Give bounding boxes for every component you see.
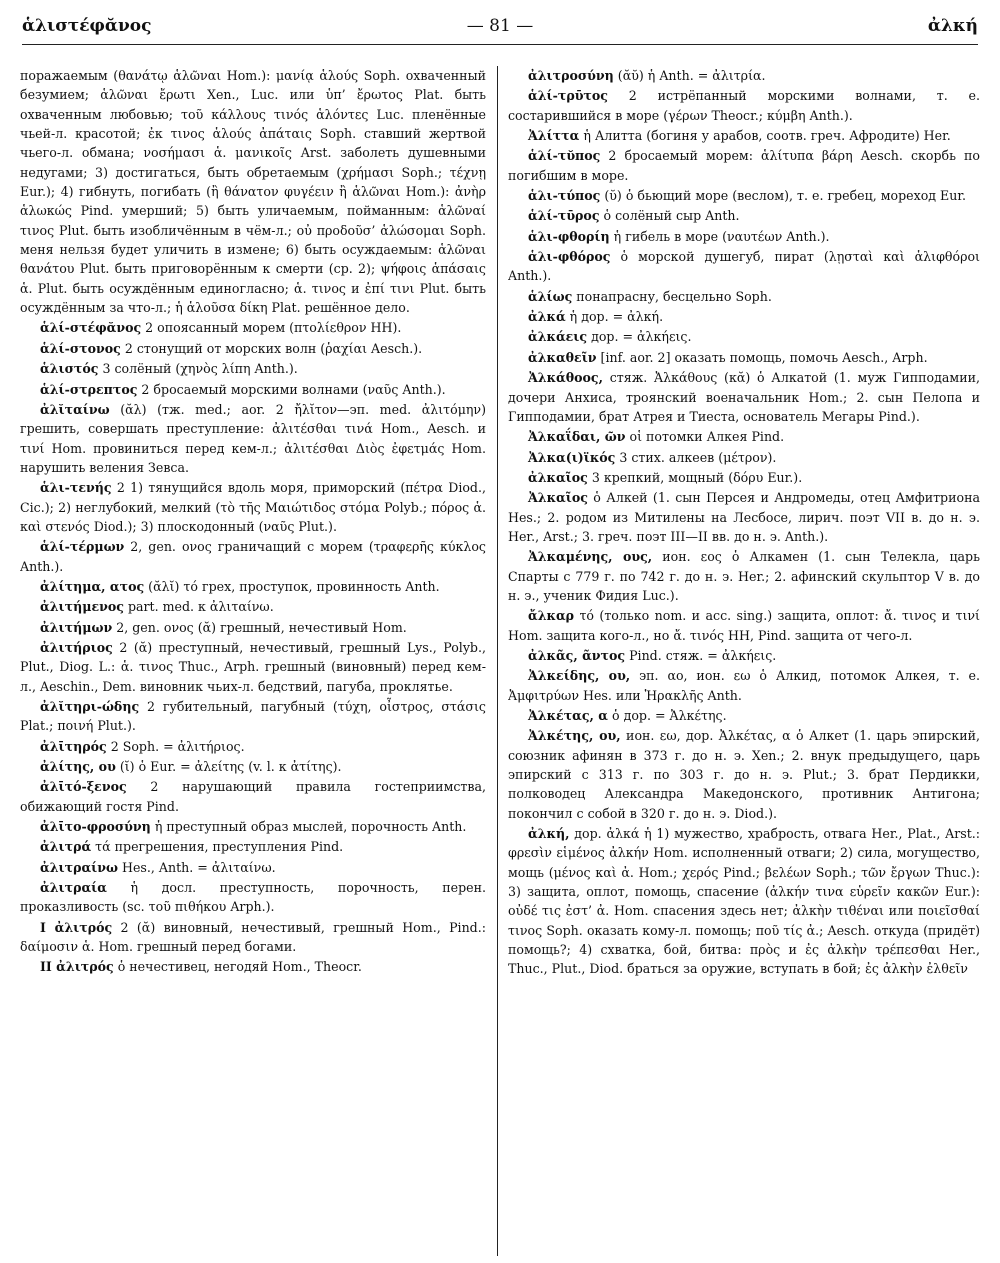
entry-headword: Ἀλκαΐδαι, ῶν [528,429,626,445]
entry-definition: Pind. стяж. = ἀλκήεις. [625,647,777,663]
dictionary-entry [20,66,486,317]
entry-definition: 2, gen. ονος (ᾰ) грешный, нечестивый Hom. [112,619,407,635]
entry-headword: ἁλί-στέφᾰνος [40,320,142,336]
entry-headword: ἁλί-τῠπος [528,148,601,164]
dictionary-entry [508,227,980,246]
dictionary-entry [20,618,486,637]
entry-definition: стяж. Ἀλκάθους (κᾰ) ὁ Алкатой (1. муж Гипподамии, дочери Анхиса, троянский военачальник Hom.; 2. сын Пелопа и Гипподамии, брат Атрея и Тиеста, основатель Мегары Pind.). [508,370,980,424]
dictionary-entry [508,726,980,823]
entry-definition: part. med. к ἀλιταίνω. [123,599,274,615]
entry-headword: ἀλιτραία [40,880,107,896]
entry-headword: ἁλί-τρῡτος [528,88,608,104]
entry-definition: 2 опоясанный морем (πτολίεθρον HH). [141,320,402,336]
entry-headword: ἀλκάεις [528,329,588,345]
entry-headword: ἁλι-τύπος [528,188,601,204]
entry-definition: τά прегрешения, преступления Pind. [91,839,344,855]
entry-definition: ион. εω, дор. Ἀλκέτας, α ὁ Алкет (1. царь эпирский, союзник афинян в 373 г. до н. э. Xen.; 2. внук предыдущего, царь эпирский с 313 г. по 303 г. до н. э. Plut.; 3. брат Пердикки, полководец Александра Македонского, противник Антигона; покончил с собой в 320 г. до н. э. Diod.). [508,728,980,821]
entry-definition: дор. = ἀλκήεις. [587,329,692,345]
entry-definition: ἡ преступный образ мыслей, порочность Anth. [150,819,467,835]
dictionary-entry [508,666,980,705]
dictionary-entry [20,918,486,957]
entry-definition: οἱ потомки Алкея Pind. [625,429,785,445]
entry-headword: ἀλίτης, ου [40,759,116,775]
entry-headword: ἀλιτραίνω [40,859,118,875]
entry-headword: ἀλιτήριος [40,639,113,655]
entry-headword: ἀλιτήμενος [40,599,124,615]
entry-headword: ἀλκά [528,309,566,325]
dictionary-entry [20,478,486,536]
entry-headword: ἀλῑτό-ξενος [40,779,127,795]
dictionary-entry [508,287,980,306]
page-number: — 81 — [466,16,534,36]
entry-definition: 2 губительный, пагубный (τύχη, οἶστρος, στάσις Plat.; ποινή Plut.). [20,699,486,734]
dictionary-entry [508,186,980,205]
right-column [508,66,980,1256]
entry-headword: ἀλκή, [528,826,570,842]
entry-definition: ὁ морской душегуб, пират (λῃσταὶ καὶ ἁλιφθόροι Anth.). [508,249,980,284]
dictionary-entry [20,737,486,756]
entry-headword: ἁλί-τῡρος [528,208,600,224]
entry-headword: ἁλί-στονος [40,340,121,356]
entry-definition: 2, gen. ονος граничащий с морем (τραφερῆς κύκλος Anth.). [20,539,486,574]
dictionary-entry [20,858,486,877]
entry-definition: 3 стих. алкеев (μέτρον). [615,449,777,465]
entry-definition: Hes., Anth. = ἀλιταίνω. [117,859,276,875]
dictionary-entry [508,824,980,979]
entry-definition: 2 бросаемый морскими волнами (ναῦς Anth.). [137,381,446,397]
entry-definition: 2 истрёпанный морскими волнами, т. е. состарившийся в море (γέρων Theocr.; κύμβη Anth.). [508,88,980,123]
entry-headword: ἀλῐταίνω [40,401,110,417]
dictionary-entry [508,488,980,546]
dictionary-entry [508,646,980,665]
dictionary-entry [20,697,486,736]
dictionary-entry [508,146,980,185]
dictionary-entry [508,247,980,286]
entry-headword: I ἀλιτρός [40,919,113,935]
entry-headword: ἀλκᾶς, ᾶντος [528,647,626,663]
entry-definition: 2 1) тянущийся вдоль моря, приморский (πέτρα Diod., Cic.); 2) неглубокий, мелкий (τὸ τῆς Μαιώτιδος στόμα Polyb.; πόρος ἁ. καὶ στενός Diod.); 3) плоскодонный (ναῦς Plut.). [20,480,486,534]
header-right-headword: ἀλκή [927,16,978,36]
entry-headword: ἀλιτρά [40,839,92,855]
entry-definition: понапрасну, бесцельно Soph. [572,288,772,304]
entry-headword: Ἀλκαμένης, ους, [528,549,653,565]
entry-definition: 2 Soph. = ἀλιτήριος. [106,738,245,754]
dictionary-entry [508,86,980,125]
entry-headword: ἀλῑτο-φροσύνη [40,819,151,835]
entry-headword: ἀλιτροσύνη [528,68,614,83]
entry-definition: ὁ нечестивец, негодяй Hom., Theocr. [113,959,362,975]
entry-headword: ἀλκαθεῖν [528,349,597,365]
entry-headword: ἁλι-φθόρος [528,249,611,265]
entry-definition: ὁ дор. = Ἀλκέτης. [608,708,727,723]
dictionary-entry [508,206,980,225]
dictionary-entry [20,777,486,816]
dictionary-entry [508,327,980,346]
dictionary-entry [20,339,486,358]
entry-headword: Ἀλκάθοος, [528,370,603,386]
dictionary-entry [508,368,980,426]
dictionary-entry [508,427,980,446]
entry-headword: Ἀλίττα [528,128,580,144]
entry-definition: ἡ Алитта (богиня у арабов, соотв. греч. Афродите) Her. [579,128,951,144]
page-header [22,14,978,45]
entry-headword: Ἀλκέτας, α [528,708,608,723]
header-left-headword: ἁλιστέφᾰνος [22,16,152,36]
entry-definition: (ᾰῠ) ἡ Anth. = ἀλιτρία. [613,68,766,83]
entry-headword: ἀλκαῖος [528,469,588,485]
entry-definition: ἡ дор. = ἀλκή. [565,309,664,325]
dictionary-entry [508,547,980,605]
dictionary-entry [20,597,486,616]
entry-definition: 2 (ᾰ) виновный, нечестивый, грешный Hom., Pind.: δαίμοσιν ἁ. Hom. грешный перед богами. [20,919,486,955]
dictionary-entry [508,606,980,645]
entry-headword: ἁλι-τενής [40,480,112,496]
entry-definition: ἡ гибель в море (ναυτέων Anth.). [609,228,830,244]
dictionary-entry [20,400,486,477]
entry-headword: ἀλιτήμων [40,619,113,635]
entry-definition: 3 крепкий, мощный (δόρυ Eur.). [587,469,803,485]
left-column [20,66,486,1256]
entry-headword: ἁλι-φθορίη [528,228,610,244]
dictionary-entry [20,380,486,399]
entry-headword: II ἀλιτρός [40,959,114,975]
entry-definition: (ῠ) ὁ бьющий море (веслом), т. е. гребец, мореход Eur. [600,188,966,204]
dictionary-entry [508,348,980,367]
entry-headword: Ἀλκέτης, ου, [528,728,621,744]
dictionary-entry [508,66,980,85]
dictionary-entry [508,307,980,326]
dictionary-entry [508,448,980,467]
entry-definition: ὁ Алкей (1. сын Персея и Андромеды, отец Амфитриона Hes.; 2. родом из Митилены на Лесбосе, лирич. поэт VII в. до н. э. Her., Arst.; 3. греч. поэт III—II вв. до н. э. Anth.). [508,490,980,544]
entry-definition: дор. ἀλκά ἡ 1) мужество, храбрость, отвага Her., Plat., Arst.: φρεσὶν εἱμένος ἀλκήν Hom. исполненный отваги; 2) сила, могущество, мощь (μένος καὶ ἀ. Hom.; χερός Pind.; βελέων Soph.; τῶν ἔργων Thuc.): 3) защита, оплот, помощь, спасение (ἀλκήν τινα εὑρεῖν κακῶν Eur.): οὐδέ τις ἐστ’ ἀ. Hom. спасения здесь нет; ἀλκὴν τιθέναι или ποιεῖσθαί τινος Soph. оказать кому-л. помощь; ποῦ τίς ἀ.; Aesch. откуда (придёт) помощь?; 4) схватка, бой, битва: πρὸς и ἐς ἀλκὴν τρέπεσθαι Her., Thuc., Plut., Diod. браться за оружие, вступать в бой; ἐς ἀλκὴν ἐλθεῖν [508,826,980,977]
entry-headword: ἀλῐτηρι-ώδης [40,699,140,714]
entry-headword: ἀλῑτηρός [40,738,107,754]
entry-headword: Ἀλκαῖος [528,490,588,506]
entry-headword: ἁλιστός [40,361,99,377]
dictionary-entry [20,318,486,337]
entry-headword: ἁλί-τέρμων [40,539,125,555]
entry-definition: ὁ солёный сыр Anth. [599,208,740,224]
entry-definition: ἡ досл. преступность, порочность, перен. проказливость (sc. τοῦ πιθήκου Arph.). [20,880,486,915]
dictionary-entry [508,468,980,487]
entry-headword: ἄλκαρ [528,608,575,624]
dictionary-entry [508,706,980,725]
entry-definition: 2 бросаемый морем: ἁλίτυπα βάρη Aesch. скорбь по погибшим в море. [508,148,980,183]
dictionary-entry [20,957,486,976]
entry-definition: 3 солёный (χηνὸς λίπη Anth.). [98,361,298,377]
dictionary-entry [20,537,486,576]
entry-definition: ион. εος ὁ Алкамен (1. сын Телекла, царь Спарты с 779 г. по 742 г. до н. э. Her.; 2. афинский скульптор V в. до н. э., ученик Фидия Luc.). [508,549,980,603]
entry-definition: (ῐ) ὁ Eur. = ἀλείτης (v. l. к ἀτίτης). [115,759,342,775]
dictionary-entry [20,757,486,776]
dictionary-entry [20,878,486,917]
entry-headword: Ἀλκα(ι)ϊκός [528,449,616,465]
dictionary-entry [20,638,486,696]
entry-headword: Ἀλκείδης, ου, [528,668,631,684]
entry-definition: 2 стонущий от морских волн (ῥαχίαι Aesch.). [120,340,423,356]
dictionary-entry [20,577,486,596]
entry-definition: эп. αο, ион. εω ὁ Алкид, потомок Алкея, т. е. Ἀμφιτρύων Hes. или Ἡρακλῆς Anth. [508,668,980,703]
entry-headword: ἁλί-στρεπτος [40,381,138,397]
dictionary-entry [20,837,486,856]
entry-definition: (ᾰλ) (тж. med.; aor. 2 ἤλῐτον—эп. med. ἀλιτόμην) грешить, совершать преступление: ἀλιτέσθαι τινά Hom., Aesch. и τινί Hom. провиниться перед кем-л.; ἀλιτέσθαι Διὸς ἐφετμάς Hom. нарушить веления Зевса. [20,401,486,475]
entry-headword: ἁλίως [528,288,573,304]
dictionary-entry [20,817,486,836]
dictionary-entry [508,126,980,145]
entry-definition: поражаемым (θανάτῳ ἁλῶναι Hom.): μανίᾳ ἁλούς Soph. охваченный безумием; ἁλῶναι ἔρωτι Xen., Luc. или ὑπ’ ἔρωτος Plat. быть охваченным любовью; τοῦ κάλλους τινός ἁλόντες Luc. пленённые чьей-л. красотой; ἐκ τινος ἁλούς ἀπάταις Soph. ставший жертвой чьего-л. обмана; νοσήμασι ἁ. μανικοῖς Arst. заболеть душевными недугами; 3) достигаться, быть обретаемым (χρήμασι Soph.; τέχνῃ Eur.); 4) гибнуть, погибать (ἢ θάνατον φυγέειν ἢ ἁλῶναι Hom.): ἀνὴρ ἁλωκώς Pind. умерший; 5) быть уличаемым, пойманным: ἁλῶναί τινος Plut. быть изобличённым в чём-л.; οὐ προδοῦσ’ ἁλώσομαι Soph. меня нельзя будет уличить в измене; 6) быть осуждаемым: ἁλῶναι θανάτου Plut. быть приговорённым к смерти (ср. 2); ψήφοις ἁπάσαις ἁ. Plut. быть осуждённым единогласно; ἁ. τινος и ἐπί τινι Plut. быть осуждённым за что-л.; ἡ ἁλοῦσα δίκη Plat. решённое дело. [20,68,486,316]
entry-definition: 2 (ᾰ) преступный, нечестивый, грешный Lys., Polyb., Plut., Diog. L.: ἁ. τινος Thuc., Arph. грешный (виновный) перед кем-л., Aeschin., Dem. виновник чьих-л. бедствий, пагуба, проклятье. [20,639,486,694]
column-divider [497,66,498,1256]
entry-definition: (ᾰλῐ) τό грех, проступок, провинность Anth. [144,578,440,594]
entry-definition: [inf. aor. 2] оказать помощь, помочь Aesch., Arph. [596,349,928,365]
entry-definition: τό (только nom. и acc. sing.) защита, оплот: ἄ. τινος и τινί Hom. защита кого-л., но ἄ. τινός HH, Pind. защита от чего-л. [508,608,980,643]
dictionary-entry [20,359,486,378]
entry-headword: ἀλίτημα, ατος [40,578,145,594]
entry-definition: 2 нарушающий правила гостеприимства, обижающий гостя Pind. [20,779,486,814]
